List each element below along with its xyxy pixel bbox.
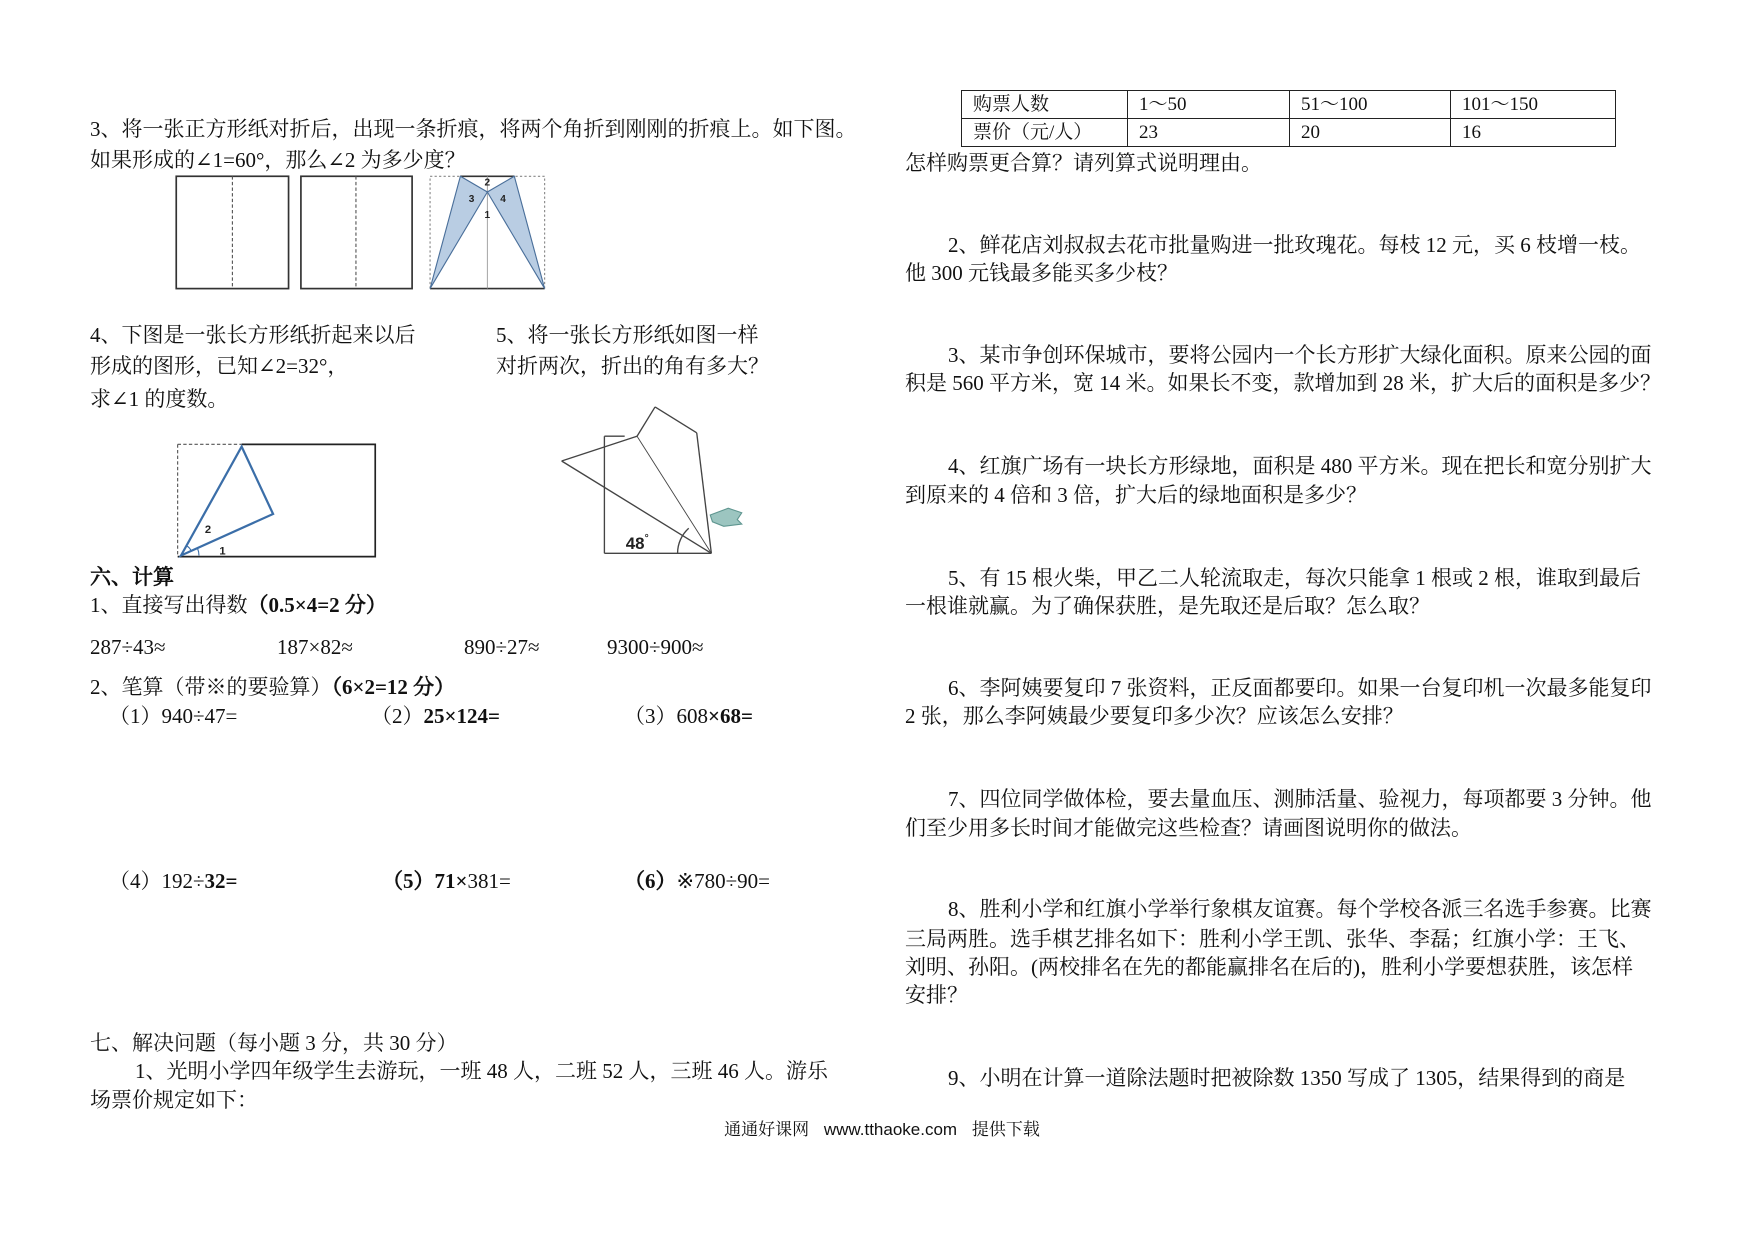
double-fold-angle-label <box>626 533 649 553</box>
table-cell: 20 <box>1290 119 1451 147</box>
rect-fold-angle-2-arc <box>187 546 192 551</box>
solve-q3-line-2: 积是 560 平方米，宽 14 米。如果长不变，款增加到 28 米，扩大后的面积是多少？ <box>905 371 1661 395</box>
written-item-4-expression: 32= <box>204 869 238 893</box>
written-item-3 <box>624 702 753 730</box>
section-7-heading: 七、解决问题（每小题 3 分，共 30 分） <box>90 1031 458 1055</box>
square-fold-figure <box>174 174 548 292</box>
solve-q5-line-2: 一根谁就赢。为了确保获胜，是先取还是后取？怎么取？ <box>905 594 1430 618</box>
solve-q6-line-2: 2 张，那么李阿姨最少要复印多少次？应该怎么安排？ <box>905 704 1404 728</box>
ticket-price-table <box>961 90 1616 147</box>
written-item-5-expression: 381= <box>467 869 511 893</box>
solve-q1-line-3: 怎样购票更合算？请列算式说明理由。 <box>905 151 1262 175</box>
double-fold-flap-top-edge <box>655 407 697 433</box>
calc-part-1-label: 1、直接写出得数 <box>90 593 248 617</box>
solve-q8-line-2: 三局两胜。选手棋艺排名如下：胜利小学王凯、张华、李磊；红旗小学：王飞、 <box>905 927 1640 951</box>
written-item-3-expression: ×68= <box>708 704 753 728</box>
rect-fold-label-1: 1 <box>219 545 226 558</box>
double-fold-flap-upper-edge <box>562 436 637 461</box>
table-cell: 16 <box>1451 119 1616 147</box>
q3-text-line-2: 如果形成的∠1=60°，那么∠2 为多少度？ <box>90 148 466 172</box>
calc-part-1-title <box>90 591 387 619</box>
solve-q8-line-4: 安排？ <box>905 983 968 1007</box>
table-row <box>962 119 1616 147</box>
q4-text-line-2: 形成的图形，已知∠2=32°， <box>90 354 349 378</box>
page-footer <box>10 1118 1754 1142</box>
solve-q3-line-1: 3、某市争创环保城市，要将公园内一个长方形扩大绿化面积。原来公园的面 <box>948 343 1652 367</box>
double-fold-figure <box>556 399 753 559</box>
table-cell: 购票人数 <box>962 91 1128 119</box>
double-fold-angle-arc <box>678 528 689 553</box>
calc-part-2-label: 2、笔算（带※的要验算） <box>90 675 332 699</box>
written-item-4 <box>109 867 238 895</box>
table-cell: 101～150 <box>1451 91 1616 119</box>
written-item-2-number: （2） <box>371 704 424 728</box>
solve-q1-line-2: 场票价规定如下： <box>90 1088 258 1112</box>
calc-part-1-score: （0.5×4=2 分） <box>247 593 387 617</box>
calc-part-2-title <box>90 673 455 701</box>
written-item-6-expression: ※780÷90= <box>676 869 770 893</box>
q5-text-line-2: 对折两次，折出的角有多大？ <box>496 354 769 378</box>
table-cell: 票价（元/人） <box>962 119 1128 147</box>
table-cell: 23 <box>1128 119 1290 147</box>
oral-item-2: 187×82≈ <box>277 635 353 659</box>
square-fold-label-2: 2 <box>484 177 491 189</box>
footer-site-name: 通通好课网 <box>724 1120 810 1139</box>
square-fold-label-1: 1 <box>484 209 491 221</box>
solve-q2-line-2: 他 300 元钱最多能买多少枝？ <box>905 261 1178 285</box>
rect-fold-figure <box>174 441 380 560</box>
written-item-6 <box>624 867 770 895</box>
solve-q8-line-3: 刘明、孙阳。(两校排名在先的都能赢排名在后的)，胜利小学要想获胜，该怎样 <box>905 955 1633 979</box>
solve-q7-line-2: 们至少用多长时间才能做完这些检查？请画图说明你的做法。 <box>905 816 1472 840</box>
double-fold-flap-tip-edge <box>637 407 655 436</box>
written-item-1 <box>109 702 237 730</box>
solve-q5-line-1: 5、有 15 根火柴，甲乙二人轮流取走，每次只能拿 1 根或 2 根，谁取到最后 <box>948 566 1641 590</box>
written-item-3-number: （3）608 <box>624 704 708 728</box>
rect-fold-outline <box>178 444 376 556</box>
written-item-5-number: （5）71× <box>382 869 468 893</box>
solve-q2-line-1: 2、鲜花店刘叔叔去花市批量购进一批玫瑰花。每枝 12 元，买 6 枝增一枝。 <box>948 233 1641 257</box>
footer-url: www.tthaoke.com <box>823 1120 958 1139</box>
calc-part-2-score: （6×2=12 分） <box>331 675 456 699</box>
oral-item-1: 287÷43≈ <box>90 635 166 659</box>
rect-fold-triangle <box>181 447 273 556</box>
table-cell: 51～100 <box>1290 91 1451 119</box>
pointing-hand-icon <box>710 508 742 526</box>
written-item-5 <box>382 867 511 895</box>
written-item-2 <box>371 702 500 730</box>
double-fold-angle-value: 48 <box>625 533 645 553</box>
double-fold-angle-unit: ° <box>644 532 649 544</box>
square-fold-label-4: 4 <box>500 194 506 206</box>
oral-item-4: 9300÷900≈ <box>607 635 704 659</box>
rect-fold-angle-1-arc <box>197 548 199 555</box>
double-fold-lines <box>562 407 712 553</box>
table-row <box>962 91 1616 119</box>
written-item-2-expression: 25×124= <box>423 704 500 728</box>
q5-text-line-1: 5、将一张长方形纸如图一样 <box>496 323 759 347</box>
q4-text-line-1: 4、下图是一张长方形纸折起来以后 <box>90 323 416 347</box>
solve-q9-line-1: 9、小明在计算一道除法题时把被除数 1350 写成了 1305，结果得到的商是 <box>948 1066 1626 1090</box>
solve-q4-line-1: 4、红旗广场有一块长方形绿地，面积是 480 平方米。现在把长和宽分别扩大 <box>948 454 1652 478</box>
solve-q7-line-1: 7、四位同学做体检，要去量血压、测肺活量、验视力，每项都要 3 分钟。他 <box>948 787 1652 811</box>
solve-q1-line-1: 1、光明小学四年级学生去游玩，一班 48 人，二班 52 人，三班 46 人。游乐 <box>135 1059 828 1083</box>
written-item-6-number: （6） <box>624 869 677 893</box>
solve-q4-line-2: 到原来的 4 倍和 3 倍，扩大后的绿地面积是多少？ <box>905 483 1367 507</box>
footer-suffix: 提供下载 <box>971 1120 1040 1139</box>
rect-fold-label-2: 2 <box>204 524 212 537</box>
solve-q8-line-1: 8、胜利小学和红旗小学举行象棋友谊赛。每个学校各派三名选手参赛。比赛 <box>948 897 1652 921</box>
written-item-1-text: （1）940÷47= <box>109 704 238 728</box>
q3-text-line-1: 3、将一张正方形纸对折后，出现一条折痕，将两个角折到刚刚的折痕上。如下图。 <box>90 117 857 141</box>
oral-item-3: 890÷27≈ <box>464 635 540 659</box>
section-6-heading: 六、计算 <box>90 565 174 589</box>
q4-text-line-3: 求∠1 的度数。 <box>90 387 229 411</box>
square-fold-label-3: 3 <box>468 194 475 206</box>
table-cell: 1～50 <box>1128 91 1290 119</box>
solve-q6-line-1: 6、李阿姨要复印 7 张资料，正反面都要印。如果一台复印机一次最多能复印 <box>948 676 1652 700</box>
double-fold-right-edge <box>697 433 712 553</box>
written-item-4-number: （4）192÷ <box>109 869 205 893</box>
